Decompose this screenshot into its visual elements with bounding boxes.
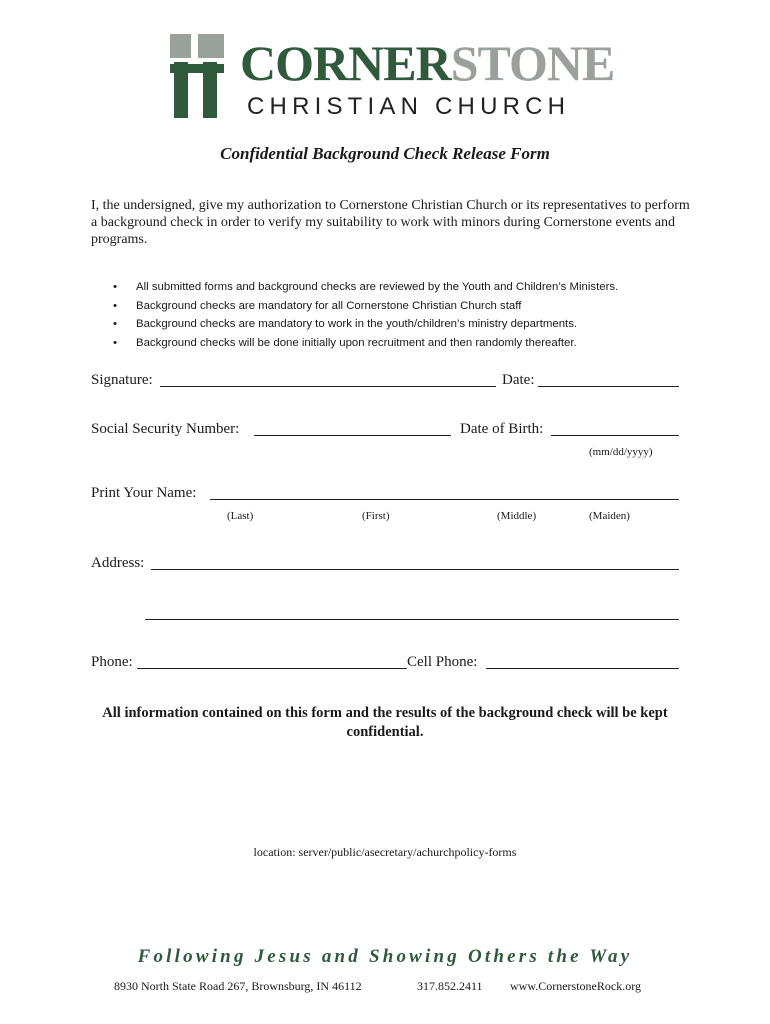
form-title: Confidential Background Check Release Form	[220, 144, 550, 163]
logo-word-dark: CORNER	[240, 35, 451, 91]
name-part-last: (Last)	[227, 510, 254, 522]
dob-label: Date of Birth:	[460, 421, 544, 437]
logo-word-light: STONE	[450, 35, 615, 91]
print-name-label: Print Your Name:	[91, 485, 197, 501]
dob-field[interactable]	[551, 435, 679, 436]
logo-wordmark	[240, 35, 615, 91]
list-item	[113, 297, 618, 316]
bullet-text: Background checks will be done initially upon recruitment and then randomly thereafter.	[136, 336, 577, 349]
name-part-first: (First)	[362, 510, 390, 522]
print-name-field[interactable]	[210, 499, 679, 500]
footer-address: 8930 North State Road 267, Brownsburg, IN 46112	[114, 979, 362, 993]
bullet-icon: •	[113, 299, 117, 312]
bullet-text: All submitted forms and background checks are reviewed by the Youth and Children’s Ministers.	[136, 281, 619, 293]
cell-phone-field[interactable]	[486, 668, 679, 669]
ssn-field[interactable]	[254, 435, 451, 436]
bullet-text: Background checks are mandatory to work in the youth/children’s ministry departments.	[136, 318, 578, 331]
confidentiality-note: All information contained on this form and the results of the background check will be kept confidential.	[102, 705, 668, 740]
file-location: location: server/public/asecretary/achurchpolicy-forms	[253, 845, 517, 859]
address-label: Address:	[91, 555, 145, 571]
list-item	[113, 315, 618, 334]
phone-label: Phone:	[91, 654, 133, 670]
footer-website[interactable]: www.CornerstoneRock.org	[510, 979, 641, 993]
name-part-middle: (Middle)	[497, 510, 537, 522]
cross-logo-icon	[170, 34, 224, 118]
logo-subtitle: CHRISTIAN CHURCH	[247, 93, 571, 120]
address-field-line1[interactable]	[151, 569, 679, 570]
list-item	[113, 334, 618, 353]
signature-field[interactable]	[160, 386, 496, 387]
date-field[interactable]	[538, 386, 679, 387]
intro-paragraph: I, the undersigned, give my authorization to Cornerstone Christian Church or its representatives to perform a background check in order to verify my suitability to work with minors during Cornerstone events and programs.	[91, 198, 690, 247]
dob-format-hint: (mm/dd/yyyy)	[589, 446, 653, 458]
cell-phone-label: Cell Phone:	[407, 654, 478, 670]
footer-phone: 317.852.2411	[417, 979, 483, 993]
address-field-line2[interactable]	[145, 619, 679, 620]
bullet-icon: •	[113, 336, 117, 349]
list-item	[113, 278, 618, 297]
bullet-icon: •	[113, 318, 117, 331]
church-motto: Following Jesus and Showing Others the Way	[137, 946, 633, 967]
bullet-text: Background checks are mandatory for all Cornerstone Christian Church staff	[136, 299, 522, 312]
name-part-maiden: (Maiden)	[589, 510, 630, 522]
ssn-label: Social Security Number:	[91, 421, 240, 437]
signature-label: Signature:	[91, 372, 153, 388]
date-label: Date:	[502, 372, 535, 388]
phone-field[interactable]	[137, 668, 407, 669]
bullet-icon: •	[113, 281, 117, 293]
policy-bullet-list	[113, 278, 618, 352]
